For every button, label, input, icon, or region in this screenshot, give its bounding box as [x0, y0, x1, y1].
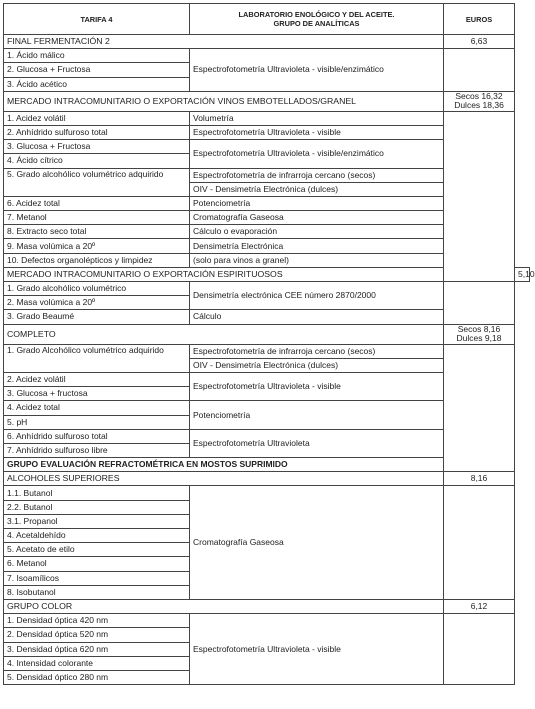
method-cell: Espectrofotometría Ultravioleta - visible/enzimático [190, 140, 444, 168]
method-cell: Espectrofotometría Ultravioleta - visible/enzimático [190, 49, 444, 92]
method-cell: Potenciometría [190, 401, 444, 429]
table-row [4, 614, 530, 628]
section-price: 8,16 [444, 472, 515, 486]
analysis-item: 1. Acidez volátil [4, 111, 190, 125]
tariff-table [3, 3, 535, 685]
method-cell: Espectrofotometría Ultravioleta - visible [190, 614, 444, 685]
method-cell: Espectrofotometría de infrarroja cercano (secos) [190, 168, 444, 182]
analysis-item: 3. Grado Beaumé [4, 310, 190, 324]
table-row [4, 49, 530, 63]
price-blank [444, 49, 515, 92]
table-row [4, 486, 530, 500]
section-title: COMPLETO [4, 324, 444, 344]
header-laboratorio: LABORATORIO ENOLÓGICO Y DEL ACEITE. GRUPO DE ANALÍTICAS [190, 4, 444, 35]
analysis-item: 8. Isobutanol [4, 585, 190, 599]
section-row [4, 35, 530, 49]
analysis-item: 1.1. Butanol [4, 486, 190, 500]
method-cell: Espectrofotometría Ultravioleta - visible [190, 372, 444, 400]
analysis-item: 2. Densidad óptica 520 nm [4, 628, 190, 642]
analysis-item: 6. Acidez total [4, 196, 190, 210]
method-cell: Densimetría electrónica CEE número 2870/2000 [190, 282, 444, 310]
section-price: Secos 8,16 Dulces 9,18 [444, 324, 515, 344]
analysis-item: 5. pH [4, 415, 190, 429]
analysis-item: 2. Acidez volátil [4, 372, 190, 386]
table-row [4, 111, 530, 125]
analysis-item: 3. Glucosa + fructosa [4, 387, 190, 401]
method-cell: Cálculo [190, 310, 444, 324]
method-cell: Densimetría Electrónica [190, 239, 444, 253]
section-title: FINAL FERMENTACIÓN 2 [4, 35, 444, 49]
method-cell: Espectrofotometría Ultravioleta [190, 429, 444, 457]
analysis-item: 7. Isoamílicos [4, 571, 190, 585]
section-row [4, 91, 530, 111]
analysis-item: 7. Metanol [4, 211, 190, 225]
section-title: MERCADO INTRACOMUNITARIO O EXPORTACIÓN VINOS EMBOTELLADOS/GRANEL [4, 91, 444, 111]
header-euros: EUROS [444, 4, 515, 35]
analysis-item: 5. Acetato de etilo [4, 543, 190, 557]
price-blank [444, 111, 515, 281]
analysis-item: 2. Masa volúmica a 20º [4, 296, 190, 310]
analysis-item: 6. Metanol [4, 557, 190, 571]
analysis-item: 5. Grado alcohólico volumétrico adquirido [4, 168, 190, 196]
analysis-item: 5. Densidad óptico 280 nm [4, 670, 190, 684]
analysis-item: 2.2. Butanol [4, 500, 190, 514]
analysis-item: 7. Anhídrido sulfuroso libre [4, 443, 190, 457]
section-row [4, 324, 530, 344]
analysis-item: 6. Anhídrido sulfuroso total [4, 429, 190, 443]
method-cell: Cromatografía Gaseosa [190, 211, 444, 225]
section-row [4, 599, 530, 613]
analysis-item: 1. Densidad óptica 420 nm [4, 614, 190, 628]
section-row [4, 458, 530, 472]
analysis-item: 8. Extracto seco total [4, 225, 190, 239]
header-row [4, 4, 530, 35]
analysis-item: 4. Intensidad colorante [4, 656, 190, 670]
analysis-item: 10. Defectos organolépticos y limpidez [4, 253, 190, 267]
analysis-item: 3.1. Propanol [4, 514, 190, 528]
section-title: GRUPO COLOR [4, 599, 444, 613]
section-title: ALCOHOLES SUPERIORES [4, 472, 444, 486]
header-tarifa: TARIFA 4 [4, 4, 190, 35]
method-cell: Cálculo o evaporación [190, 225, 444, 239]
analysis-item: 1. Ácido málico [4, 49, 190, 63]
analysis-item: 3. Glucosa + Fructosa [4, 140, 190, 154]
analysis-item: 4. Acidez total [4, 401, 190, 415]
table-row [4, 344, 530, 358]
price-blank [444, 486, 515, 600]
section-price: 6,63 [444, 35, 515, 49]
analysis-item: 2. Glucosa + Fructosa [4, 63, 190, 77]
method-cell: OIV - Densimetría Electrónica (dulces) [190, 358, 444, 372]
analysis-item: 9. Masa volúmica a 20º [4, 239, 190, 253]
analysis-item: 3. Ácido acético [4, 77, 190, 91]
section-title: MERCADO INTRACOMUNITARIO O EXPORTACIÓN ESPIRITUOSOS [4, 267, 444, 281]
method-cell: OIV - Densimetría Electrónica (dulces) [190, 182, 444, 196]
section-price: Secos 16,32 Dulces 18,36 [444, 91, 515, 111]
analysis-item: 4. Ácido cítrico [4, 154, 190, 168]
price-blank [444, 344, 515, 472]
method-cell: (solo para vinos a granel) [190, 253, 444, 267]
analysis-item: 2. Anhídrido sulfuroso total [4, 125, 190, 139]
analysis-item: 1. Grado Alcohólico volumétrico adquirido [4, 344, 190, 372]
analysis-item: 3. Densidad óptica 620 nm [4, 642, 190, 656]
analysis-item: 4. Acetaldehído [4, 529, 190, 543]
method-cell: Cromatografía Gaseosa [190, 486, 444, 600]
method-cell: Volumetría [190, 111, 444, 125]
method-cell: Espectrofotometría de infrarroja cercano (secos) [190, 344, 444, 358]
table-row [4, 282, 530, 296]
analysis-item: 1. Grado alcohólico volumétrico [4, 282, 190, 296]
method-cell: Potenciometría [190, 196, 444, 210]
price-blank [444, 282, 515, 325]
section-price: 6,12 [444, 599, 515, 613]
section-row [4, 472, 530, 486]
section-title: GRUPO EVALUACIÓN REFRACTOMÉTRICA EN MOSTOS SUPRIMIDO [4, 458, 515, 472]
section-price: 5,10 [515, 267, 530, 281]
method-cell: Espectrofotometría Ultravioleta - visible [190, 125, 444, 139]
price-blank [444, 614, 515, 685]
